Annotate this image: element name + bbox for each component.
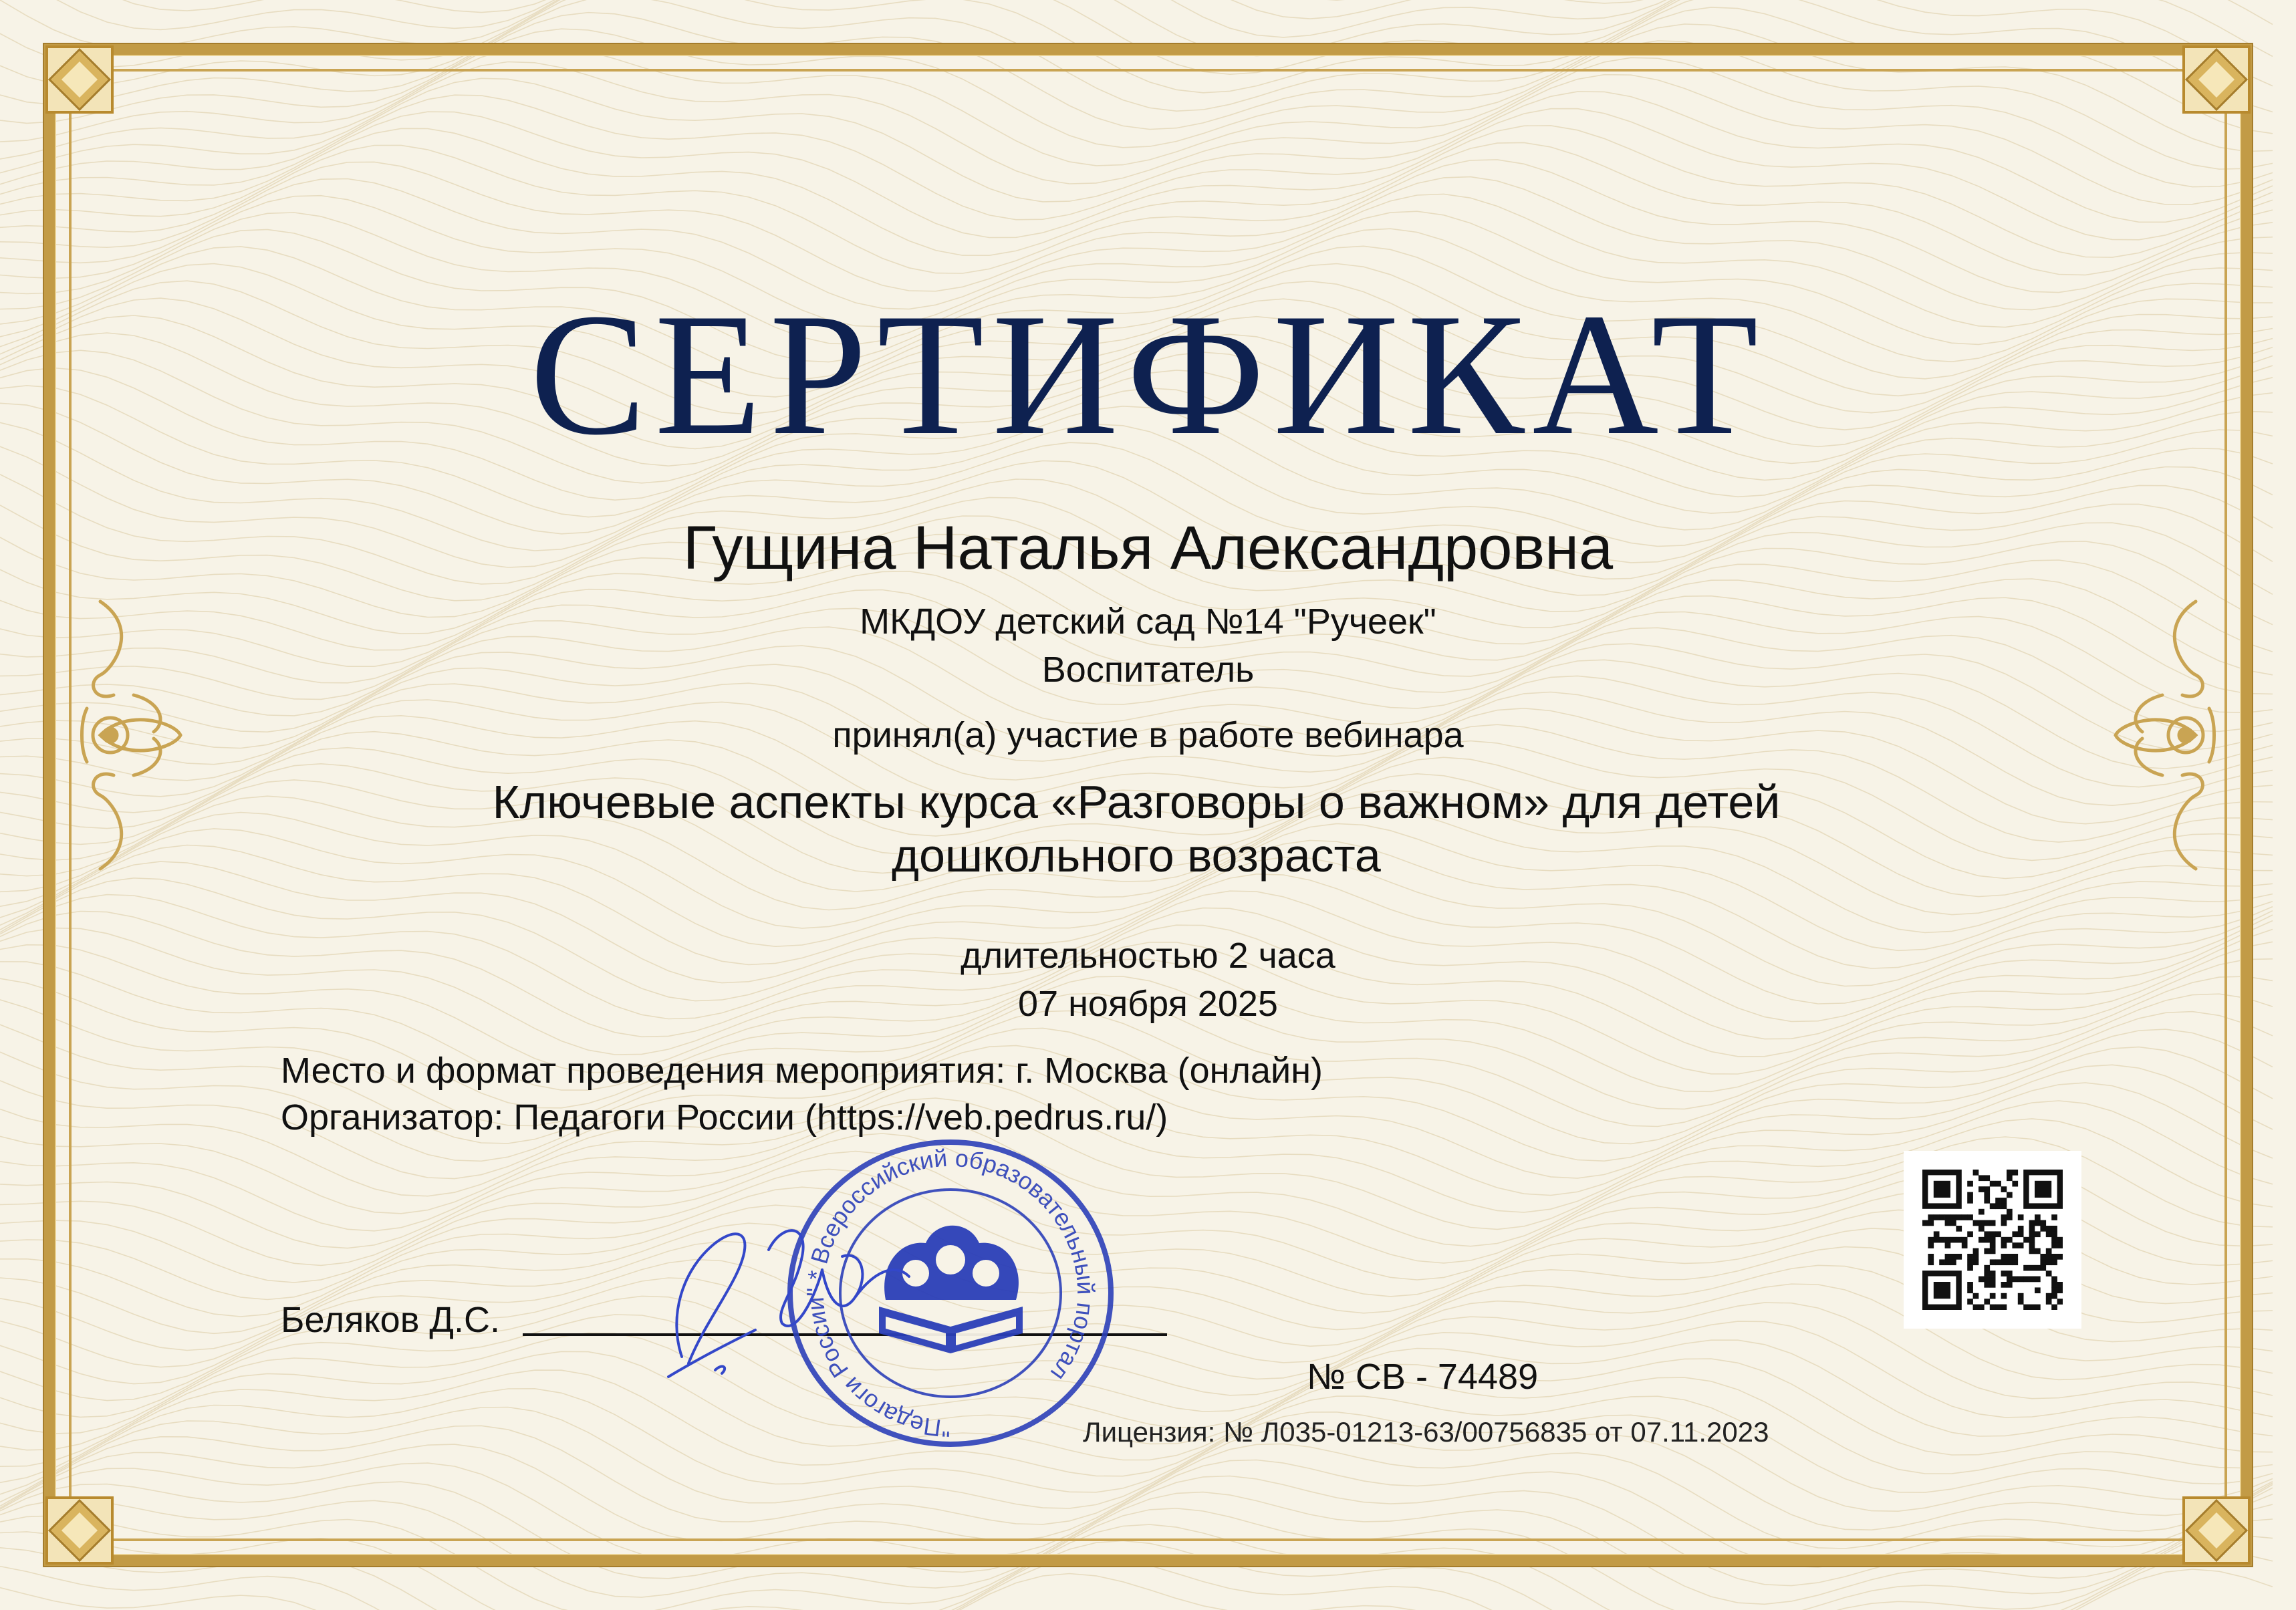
webinar-topic-line: дошкольного возраста xyxy=(892,829,1381,882)
qr-module xyxy=(2046,1231,2052,1237)
qr-module xyxy=(1973,1305,1979,1310)
qr-module xyxy=(2035,1265,2041,1271)
qr-module xyxy=(2040,1265,2046,1271)
qr-module xyxy=(1990,1237,1996,1243)
qr-module xyxy=(1956,1214,1962,1220)
qr-module xyxy=(1967,1192,1973,1198)
qr-module xyxy=(1945,1237,1951,1243)
qr-module xyxy=(2001,1305,2007,1310)
guilloche-line xyxy=(0,0,2273,19)
qr-module xyxy=(1945,1220,1951,1226)
qr-module xyxy=(2051,1231,2057,1237)
qr-module xyxy=(2001,1254,2007,1260)
qr-module xyxy=(1979,1237,1985,1243)
qr-module xyxy=(2035,1305,2041,1310)
qr-module xyxy=(1973,1248,1979,1254)
qr-module xyxy=(1990,1305,1996,1310)
qr-module xyxy=(2018,1231,2024,1237)
qr-code-icon xyxy=(1922,1170,2063,1310)
qr-module xyxy=(2057,1237,2063,1243)
qr-module xyxy=(1967,1259,1973,1265)
qr-module xyxy=(1939,1214,1945,1220)
qr-module xyxy=(2012,1181,2018,1187)
qr-module xyxy=(2001,1214,2007,1220)
qr-module xyxy=(2029,1277,2035,1283)
qr-module xyxy=(1984,1186,1990,1192)
qr-module xyxy=(2007,1209,2013,1215)
qr-module xyxy=(2057,1242,2063,1248)
qr-module xyxy=(2029,1265,2035,1271)
qr-module xyxy=(1967,1265,1973,1271)
qr-module xyxy=(2007,1254,2013,1260)
qr-module xyxy=(1934,1237,1940,1243)
qr-module xyxy=(2029,1226,2035,1232)
qr-module xyxy=(1990,1203,1996,1209)
qr-module xyxy=(1928,1237,1934,1243)
qr-module xyxy=(2029,1220,2035,1226)
qr-module xyxy=(2029,1231,2035,1237)
qr-module xyxy=(2001,1220,2007,1226)
qr-module xyxy=(2012,1259,2018,1265)
qr-module xyxy=(2051,1226,2057,1232)
qr-module xyxy=(2040,1220,2046,1226)
qr-module xyxy=(2018,1242,2024,1248)
qr-module xyxy=(2001,1203,2007,1209)
qr-module xyxy=(2051,1237,2057,1243)
qr-module xyxy=(2040,1259,2046,1265)
qr-module xyxy=(1967,1282,1973,1288)
qr-module xyxy=(1950,1237,1956,1243)
corner-diamond-icon xyxy=(43,43,116,116)
qr-module xyxy=(2035,1231,2041,1237)
qr-module xyxy=(1967,1181,1973,1187)
qr-module xyxy=(2023,1265,2029,1271)
qr-module xyxy=(2023,1277,2029,1283)
qr-module xyxy=(2018,1299,2024,1305)
qr-module xyxy=(2057,1299,2063,1305)
qr-module xyxy=(1979,1226,1985,1232)
qr-module xyxy=(1934,1282,1950,1299)
corner-diamond-icon xyxy=(43,1494,116,1567)
qr-module xyxy=(2035,1181,2051,1198)
qr-module xyxy=(1973,1170,1979,1176)
qr-module xyxy=(1995,1203,2001,1209)
qr-module xyxy=(1962,1237,1968,1243)
qr-module xyxy=(2012,1277,2018,1283)
qr-module xyxy=(1979,1220,1985,1226)
qr-module xyxy=(1950,1220,1956,1226)
qr-module xyxy=(2018,1226,2024,1232)
organizer: Организатор: Педагоги России (https://veb.pedrus.ru/) xyxy=(281,1097,1168,1137)
venue: Место и формат проведения мероприятия: г. Москва (онлайн) xyxy=(281,1051,1323,1091)
qr-module xyxy=(1967,1198,1973,1204)
qr-module xyxy=(2012,1254,2018,1260)
qr-module xyxy=(2040,1254,2046,1260)
qr-module xyxy=(1979,1175,1985,1181)
qr-module xyxy=(2057,1287,2063,1293)
qr-module xyxy=(1939,1259,1945,1265)
qr-module xyxy=(2051,1305,2057,1310)
qr-module xyxy=(2007,1259,2013,1265)
event-date: 07 ноября 2025 xyxy=(1018,984,1278,1024)
qr-module xyxy=(2035,1214,2041,1220)
qr-module xyxy=(2057,1254,2063,1260)
qr-module xyxy=(2057,1282,2063,1288)
qr-module xyxy=(1995,1181,2001,1187)
qr-module xyxy=(1995,1305,2001,1310)
qr-module xyxy=(1934,1214,1940,1220)
qr-module xyxy=(2007,1237,2013,1243)
webinar-topic xyxy=(368,775,1905,882)
qr-module xyxy=(1967,1254,1973,1260)
qr-module xyxy=(1945,1214,1951,1220)
qr-module xyxy=(2018,1214,2024,1220)
qr-module xyxy=(1984,1277,1990,1283)
qr-module xyxy=(2001,1259,2007,1265)
qr-module xyxy=(2001,1237,2007,1243)
qr-module xyxy=(1950,1254,1956,1260)
qr-module xyxy=(1950,1259,1956,1265)
qr-module xyxy=(1979,1277,1985,1283)
license-info: Лицензия: № Л035-01213-63/00756835 от 07.11.2023 xyxy=(1083,1416,1769,1448)
qr-module xyxy=(2051,1293,2057,1299)
qr-module xyxy=(1962,1214,1968,1220)
recipient-name: Гущина Наталья Александровна xyxy=(682,514,1614,582)
qr-module xyxy=(1984,1248,1990,1254)
job-position: Воспитатель xyxy=(1041,650,1255,690)
qr-module xyxy=(1928,1214,1934,1220)
qr-module xyxy=(2046,1254,2052,1260)
qr-module xyxy=(1979,1305,1985,1310)
qr-module xyxy=(2029,1248,2035,1254)
qr-module xyxy=(1922,1220,1928,1226)
qr-module xyxy=(1934,1231,1940,1237)
qr-module xyxy=(1995,1231,2001,1237)
qr-module xyxy=(1990,1270,1996,1277)
qr-module xyxy=(2046,1270,2052,1277)
qr-module xyxy=(2051,1277,2057,1283)
qr-module xyxy=(1990,1181,1996,1187)
qr-code[interactable] xyxy=(1904,1151,2081,1329)
qr-module xyxy=(1990,1248,1996,1254)
stamp-text: "Педагоги России" * Всероссийский образовательный портал xyxy=(801,1144,1100,1443)
qr-module xyxy=(1990,1277,1996,1283)
signer-name: Беляков Д.С. xyxy=(281,1300,500,1340)
qr-module xyxy=(1990,1293,1996,1299)
qr-module xyxy=(1995,1198,2001,1204)
qr-module xyxy=(1984,1198,1990,1204)
qr-module xyxy=(2023,1305,2029,1310)
qr-module xyxy=(1962,1242,1968,1248)
qr-module xyxy=(1934,1181,1950,1198)
qr-module xyxy=(2018,1293,2024,1299)
qr-module xyxy=(1990,1282,1996,1288)
qr-module xyxy=(2046,1248,2052,1254)
qr-module xyxy=(2007,1170,2013,1176)
qr-module xyxy=(1979,1186,1985,1192)
qr-module xyxy=(2035,1287,2041,1293)
qr-module xyxy=(1984,1192,1990,1198)
qr-module xyxy=(1967,1287,1973,1293)
qr-module xyxy=(2046,1293,2052,1299)
qr-module xyxy=(1956,1226,1962,1232)
qr-module xyxy=(1990,1231,1996,1237)
qr-module xyxy=(2035,1220,2041,1226)
qr-module xyxy=(2018,1277,2024,1283)
qr-module xyxy=(2051,1282,2057,1288)
qr-module xyxy=(2035,1277,2041,1283)
qr-module xyxy=(1973,1254,1979,1260)
qr-module xyxy=(1973,1293,1979,1299)
qr-module xyxy=(1939,1237,1945,1243)
qr-module xyxy=(1928,1220,1934,1226)
participation-text: принял(а) участие в работе вебинара xyxy=(832,715,1464,755)
qr-module xyxy=(1984,1270,1990,1277)
qr-module xyxy=(2046,1259,2052,1265)
corner-diamond-icon xyxy=(2180,43,2253,116)
qr-module xyxy=(2012,1231,2018,1237)
organization: МКДОУ детский сад №14 "Ручеек" xyxy=(860,601,1436,642)
qr-module xyxy=(1979,1209,1985,1215)
qr-module xyxy=(1990,1220,1996,1226)
qr-module xyxy=(1945,1242,1951,1248)
qr-module xyxy=(1928,1254,1934,1260)
qr-module xyxy=(2007,1192,2013,1198)
qr-module xyxy=(2001,1198,2007,1204)
qr-module xyxy=(1984,1299,1990,1305)
qr-module xyxy=(1967,1231,1973,1237)
handwritten-signature xyxy=(642,1196,922,1397)
qr-module xyxy=(2040,1226,2046,1232)
certificate-number: № СВ - 74489 xyxy=(1307,1357,1539,1397)
certificate-title: СЕРТИФИКАТ xyxy=(529,277,1767,471)
qr-module xyxy=(1995,1259,2001,1265)
qr-module xyxy=(2012,1242,2018,1248)
qr-module xyxy=(1984,1175,1990,1181)
qr-module xyxy=(2001,1293,2007,1299)
qr-module xyxy=(1950,1214,1956,1220)
qr-module xyxy=(1928,1259,1934,1265)
qr-module xyxy=(1984,1231,1990,1237)
qr-module xyxy=(2046,1299,2052,1305)
qr-module xyxy=(2007,1277,2013,1283)
qr-module xyxy=(2029,1242,2035,1248)
qr-module xyxy=(2051,1242,2057,1248)
qr-module xyxy=(2001,1282,2007,1288)
qr-module xyxy=(1973,1220,1979,1226)
qr-module xyxy=(1990,1242,1996,1248)
guilloche-line xyxy=(0,1569,2273,1610)
qr-module xyxy=(1945,1259,1951,1265)
qr-module xyxy=(1945,1254,1951,1260)
qr-module xyxy=(2029,1237,2035,1243)
qr-module xyxy=(1984,1220,1990,1226)
duration: длительностью 2 часа xyxy=(961,936,1335,976)
qr-module xyxy=(2001,1270,2007,1277)
qr-module xyxy=(2051,1287,2057,1293)
corner-diamond-icon xyxy=(2180,1494,2253,1567)
qr-module xyxy=(1956,1237,1962,1243)
qr-module xyxy=(1984,1237,1990,1243)
qr-module xyxy=(1973,1259,1979,1265)
qr-module xyxy=(1984,1282,1990,1288)
qr-module xyxy=(2023,1237,2029,1243)
qr-module xyxy=(2051,1259,2057,1265)
qr-module xyxy=(2007,1270,2013,1277)
qr-module xyxy=(1967,1299,1973,1305)
qr-module xyxy=(2007,1175,2013,1181)
qr-module xyxy=(2035,1248,2041,1254)
qr-module xyxy=(1967,1214,1973,1220)
qr-module xyxy=(1928,1242,1934,1248)
qr-module xyxy=(2029,1305,2035,1310)
qr-module xyxy=(1984,1265,1990,1271)
qr-module xyxy=(1990,1259,1996,1265)
qr-module xyxy=(2007,1282,2013,1288)
webinar-topic-line: Ключевые аспекты курса «Разговоры о важном» для детей xyxy=(492,776,1781,828)
qr-module xyxy=(2051,1214,2057,1220)
qr-module xyxy=(2001,1242,2007,1248)
qr-module xyxy=(2051,1254,2057,1260)
qr-module xyxy=(1956,1254,1962,1260)
qr-module xyxy=(2007,1214,2013,1220)
qr-module xyxy=(2012,1170,2018,1176)
qr-module xyxy=(2001,1186,2007,1192)
qr-module xyxy=(2046,1226,2052,1232)
